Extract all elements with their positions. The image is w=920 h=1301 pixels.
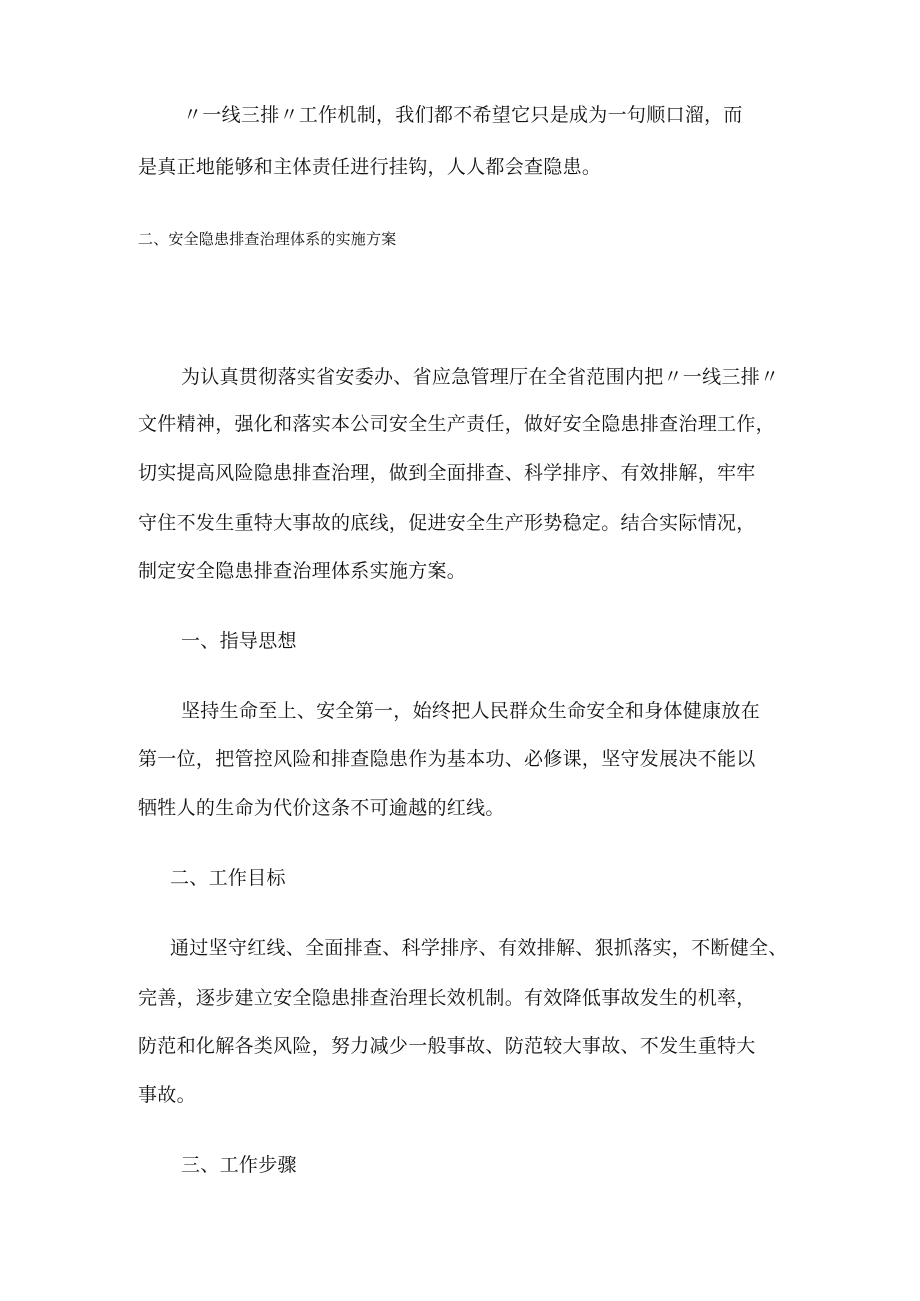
guiding-line-2: 第一位，把管控风险和排查隐患作为基本功、必修课，坚守发展决不能以 xyxy=(138,748,756,770)
intro-line-1: 〃一线三排〃工作机制，我们都不希望它只是成为一句顺口溜，而 xyxy=(183,104,743,126)
section-title: 二、安全隐患排查治理体系的实施方案 xyxy=(138,230,397,248)
preface-line-2: 文件精神，强化和落实本公司安全生产责任，做好安全隐患排查治理工作， xyxy=(138,413,775,435)
goals-line-3: 防范和化解各类风险，努力减少一般事故、防范较大事故、不发生重特大 xyxy=(138,1035,756,1057)
guiding-line-1: 坚持生命至上、安全第一，始终把人民群众生命安全和身体健康放在 xyxy=(181,700,761,722)
goals-line-4: 事故。 xyxy=(138,1084,196,1106)
goals-heading: 二、工作目标 xyxy=(170,867,286,889)
intro-line-2: 是真正地能够和主体责任进行挂钩，人人都会查隐患。 xyxy=(138,156,602,178)
preface-line-1: 为认真贯彻落实省安委办、省应急管理厅在全省范围内把〃一线三排〃 xyxy=(181,366,780,388)
guiding-line-3: 牺牲人的生命为代价这条不可逾越的红线。 xyxy=(138,797,505,819)
goals-line-2: 完善，逐步建立安全隐患排查治理长效机制。有效降低事故发生的机率， xyxy=(138,987,756,1009)
guiding-heading: 一、指导思想 xyxy=(181,630,297,652)
goals-line-1: 通过坚守红线、全面排查、科学排序、有效排解、狠抓落实，不断健全、 xyxy=(170,937,788,959)
preface-line-5: 制定安全隐患排查治理体系实施方案。 xyxy=(138,560,467,582)
steps-heading: 三、工作步骤 xyxy=(181,1154,297,1176)
preface-line-4: 守住不发生重特大事故的底线，促进安全生产形势稳定。结合实际情况， xyxy=(138,512,756,534)
preface-line-3: 切实提高风险隐患排查治理，做到全面排查、科学排序、有效排解，牢牢 xyxy=(138,462,756,484)
